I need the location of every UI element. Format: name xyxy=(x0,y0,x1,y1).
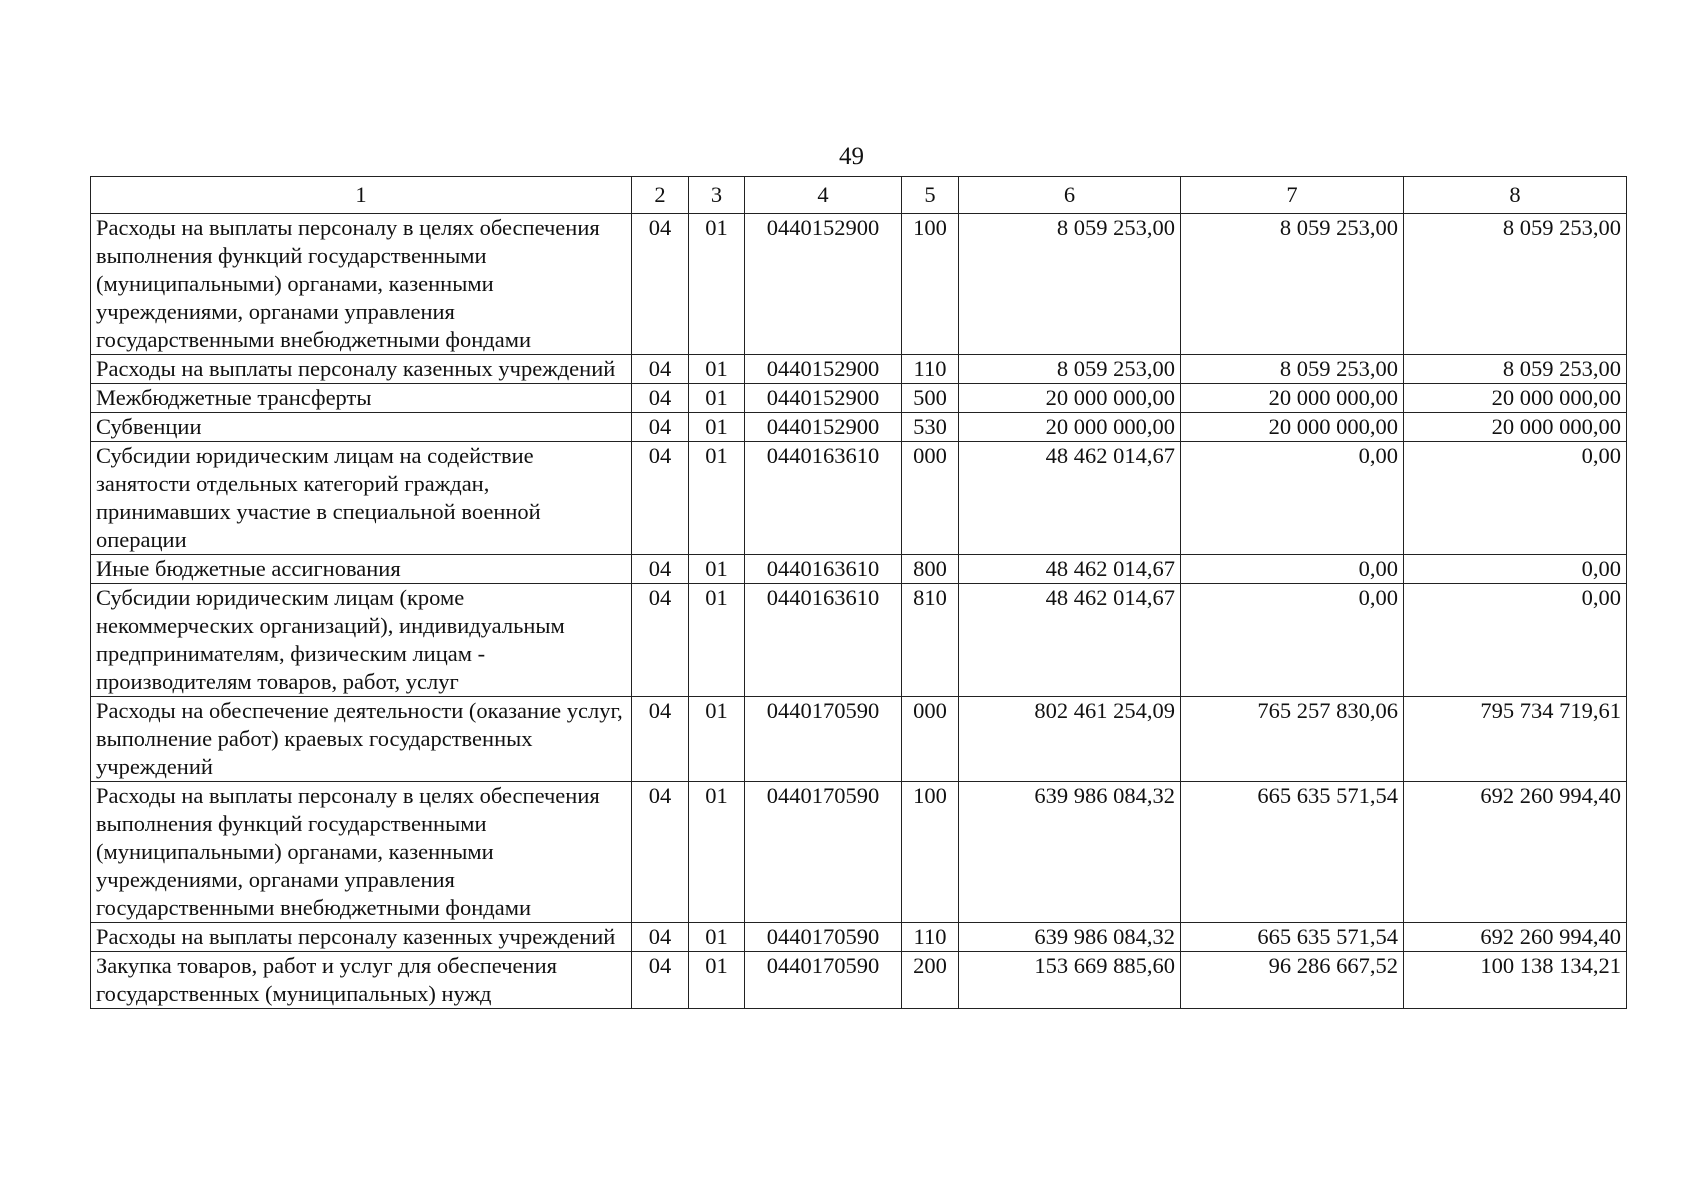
row-subsection: 01 xyxy=(689,214,745,355)
header-col-4: 4 xyxy=(745,177,902,214)
row-section: 04 xyxy=(632,384,689,413)
table-row xyxy=(91,782,1627,923)
row-target-article: 0440163610 xyxy=(745,584,902,697)
row-subsection: 01 xyxy=(689,952,745,1009)
row-subsection: 01 xyxy=(689,384,745,413)
row-section: 04 xyxy=(632,584,689,697)
row-target-article: 0440170590 xyxy=(745,923,902,952)
row-name: Расходы на выплаты персоналу казенных учреждений xyxy=(91,923,632,952)
row-section: 04 xyxy=(632,923,689,952)
row-amount-8: 100 138 134,21 xyxy=(1404,952,1627,1009)
row-expense-type: 110 xyxy=(902,355,959,384)
row-amount-8: 20 000 000,00 xyxy=(1404,384,1627,413)
row-name: Закупка товаров, работ и услуг для обеспечения государственных (муниципальных) нужд xyxy=(91,952,632,1009)
row-section: 04 xyxy=(632,355,689,384)
row-target-article: 0440163610 xyxy=(745,442,902,555)
row-target-article: 0440170590 xyxy=(745,952,902,1009)
row-expense-type: 110 xyxy=(902,923,959,952)
row-name: Расходы на выплаты персоналу в целях обеспечения выполнения функций государственными (муниципальными) органами, казенными учреждениями, органами управления государственными внебюджетными фондами xyxy=(91,782,632,923)
row-amount-8: 692 260 994,40 xyxy=(1404,782,1627,923)
row-subsection: 01 xyxy=(689,697,745,782)
budget-table xyxy=(90,176,1627,1009)
table-row xyxy=(91,355,1627,384)
row-expense-type: 200 xyxy=(902,952,959,1009)
row-amount-8: 0,00 xyxy=(1404,442,1627,555)
row-expense-type: 530 xyxy=(902,413,959,442)
row-subsection: 01 xyxy=(689,584,745,697)
row-amount-7: 96 286 667,52 xyxy=(1181,952,1404,1009)
table-row xyxy=(91,413,1627,442)
row-name: Расходы на выплаты персоналу в целях обеспечения выполнения функций государственными (муниципальными) органами, казенными учреждениями, органами управления государственными внебюджетными фондами xyxy=(91,214,632,355)
row-amount-6: 639 986 084,32 xyxy=(959,782,1181,923)
row-target-article: 0440152900 xyxy=(745,384,902,413)
row-name: Иные бюджетные ассигнования xyxy=(91,555,632,584)
row-amount-7: 8 059 253,00 xyxy=(1181,355,1404,384)
row-expense-type: 800 xyxy=(902,555,959,584)
row-amount-7: 765 257 830,06 xyxy=(1181,697,1404,782)
row-expense-type: 000 xyxy=(902,442,959,555)
row-amount-7: 20 000 000,00 xyxy=(1181,384,1404,413)
table-row xyxy=(91,214,1627,355)
row-target-article: 0440152900 xyxy=(745,413,902,442)
header-row xyxy=(91,177,1627,214)
row-expense-type: 100 xyxy=(902,782,959,923)
row-amount-6: 639 986 084,32 xyxy=(959,923,1181,952)
row-target-article: 0440170590 xyxy=(745,697,902,782)
row-name: Расходы на выплаты персоналу казенных учреждений xyxy=(91,355,632,384)
header-col-8: 8 xyxy=(1404,177,1627,214)
row-amount-6: 48 462 014,67 xyxy=(959,555,1181,584)
table-row xyxy=(91,584,1627,697)
row-expense-type: 100 xyxy=(902,214,959,355)
row-subsection: 01 xyxy=(689,555,745,584)
row-amount-7: 0,00 xyxy=(1181,584,1404,697)
row-section: 04 xyxy=(632,782,689,923)
row-amount-7: 0,00 xyxy=(1181,442,1404,555)
table-row xyxy=(91,952,1627,1009)
header-col-1: 1 xyxy=(91,177,632,214)
row-amount-8: 692 260 994,40 xyxy=(1404,923,1627,952)
row-amount-6: 802 461 254,09 xyxy=(959,697,1181,782)
header-col-6: 6 xyxy=(959,177,1181,214)
row-amount-7: 665 635 571,54 xyxy=(1181,923,1404,952)
row-amount-8: 8 059 253,00 xyxy=(1404,355,1627,384)
header-col-2: 2 xyxy=(632,177,689,214)
row-name: Расходы на обеспечение деятельности (оказание услуг, выполнение работ) краевых государственных учреждений xyxy=(91,697,632,782)
row-subsection: 01 xyxy=(689,413,745,442)
row-section: 04 xyxy=(632,555,689,584)
table-row xyxy=(91,384,1627,413)
table-row xyxy=(91,697,1627,782)
row-target-article: 0440152900 xyxy=(745,355,902,384)
row-section: 04 xyxy=(632,442,689,555)
table-row xyxy=(91,923,1627,952)
row-amount-7: 8 059 253,00 xyxy=(1181,214,1404,355)
row-amount-6: 8 059 253,00 xyxy=(959,214,1181,355)
row-amount-7: 665 635 571,54 xyxy=(1181,782,1404,923)
row-expense-type: 000 xyxy=(902,697,959,782)
row-amount-7: 0,00 xyxy=(1181,555,1404,584)
page-number: 49 xyxy=(839,143,864,170)
row-subsection: 01 xyxy=(689,782,745,923)
row-expense-type: 810 xyxy=(902,584,959,697)
row-amount-6: 20 000 000,00 xyxy=(959,384,1181,413)
row-section: 04 xyxy=(632,214,689,355)
row-subsection: 01 xyxy=(689,923,745,952)
header-col-3: 3 xyxy=(689,177,745,214)
row-section: 04 xyxy=(632,413,689,442)
row-name: Субсидии юридическим лицам на содействие занятости отдельных категорий граждан, принимавших участие в специальной военной операции xyxy=(91,442,632,555)
row-amount-8: 20 000 000,00 xyxy=(1404,413,1627,442)
row-expense-type: 500 xyxy=(902,384,959,413)
row-name: Субсидии юридическим лицам (кроме некоммерческих организаций), индивидуальным предпринимателям, физическим лицам - производителям товаров, работ, услуг xyxy=(91,584,632,697)
row-amount-6: 153 669 885,60 xyxy=(959,952,1181,1009)
table-row xyxy=(91,442,1627,555)
row-amount-8: 8 059 253,00 xyxy=(1404,214,1627,355)
row-amount-7: 20 000 000,00 xyxy=(1181,413,1404,442)
header-col-7: 7 xyxy=(1181,177,1404,214)
row-amount-8: 795 734 719,61 xyxy=(1404,697,1627,782)
row-amount-6: 48 462 014,67 xyxy=(959,584,1181,697)
row-amount-6: 48 462 014,67 xyxy=(959,442,1181,555)
row-name: Субвенции xyxy=(91,413,632,442)
row-target-article: 0440170590 xyxy=(745,782,902,923)
header-col-5: 5 xyxy=(902,177,959,214)
row-subsection: 01 xyxy=(689,442,745,555)
row-amount-6: 20 000 000,00 xyxy=(959,413,1181,442)
table-row xyxy=(91,555,1627,584)
row-target-article: 0440152900 xyxy=(745,214,902,355)
row-section: 04 xyxy=(632,952,689,1009)
row-amount-8: 0,00 xyxy=(1404,584,1627,697)
row-section: 04 xyxy=(632,697,689,782)
row-name: Межбюджетные трансферты xyxy=(91,384,632,413)
row-target-article: 0440163610 xyxy=(745,555,902,584)
row-subsection: 01 xyxy=(689,355,745,384)
row-amount-8: 0,00 xyxy=(1404,555,1627,584)
row-amount-6: 8 059 253,00 xyxy=(959,355,1181,384)
